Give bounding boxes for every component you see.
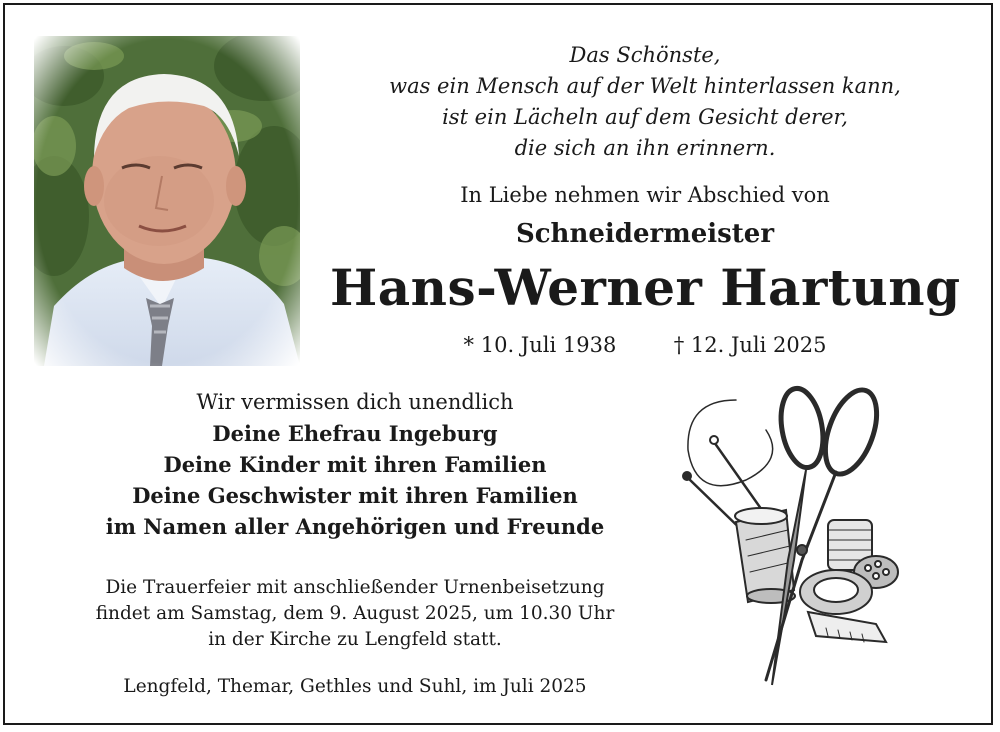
funeral-service-info — [60, 575, 650, 653]
service-line: findet am Samstag, dem 9. August 2025, um 10.30 Uhr — [95, 603, 615, 624]
mourner-line: Deine Kinder mit ihren Familien — [163, 452, 547, 477]
mourner-line: im Namen aller Angehörigen und Freunde — [105, 514, 605, 539]
birth-symbol: * — [463, 333, 475, 357]
deceased-title: Schneidermeister — [515, 219, 775, 249]
service-line: Die Trauerfeier mit anschließender Urnenbeisetzung — [105, 577, 605, 598]
deceased-name: Hans-Werner Hartung — [330, 258, 961, 317]
quote-line: die sich an ihn erinnern. — [514, 136, 776, 160]
mourners-block — [80, 387, 630, 542]
life-dates — [330, 333, 960, 357]
death-date: 12. Juli 2025 — [690, 333, 827, 357]
quote-line: ist ein Lächeln auf dem Gesicht derer, — [442, 105, 848, 129]
portrait-photo — [34, 36, 300, 366]
memorial-quote — [330, 40, 960, 164]
farewell-intro: In Liebe nehmen wir Abschied von — [460, 183, 830, 207]
mourners-intro: Wir vermissen dich unendlich — [196, 390, 514, 414]
birth-date: 10. Juli 1938 — [480, 333, 617, 357]
mourner-line: Deine Ehefrau Ingeburg — [212, 421, 498, 446]
place-and-date: Lengfeld, Themar, Gethles und Suhl, im Juli 2025 — [123, 676, 587, 697]
sewing-tools-sketch — [676, 380, 906, 698]
death-cross-symbol: † — [673, 333, 685, 357]
mourner-line: Deine Geschwister mit ihren Familien — [132, 483, 578, 508]
quote-line: Das Schönste, — [569, 43, 721, 67]
quote-line: was ein Mensch auf der Welt hinterlassen kann, — [389, 74, 901, 98]
service-line: in der Kirche zu Lengfeld statt. — [208, 629, 502, 650]
